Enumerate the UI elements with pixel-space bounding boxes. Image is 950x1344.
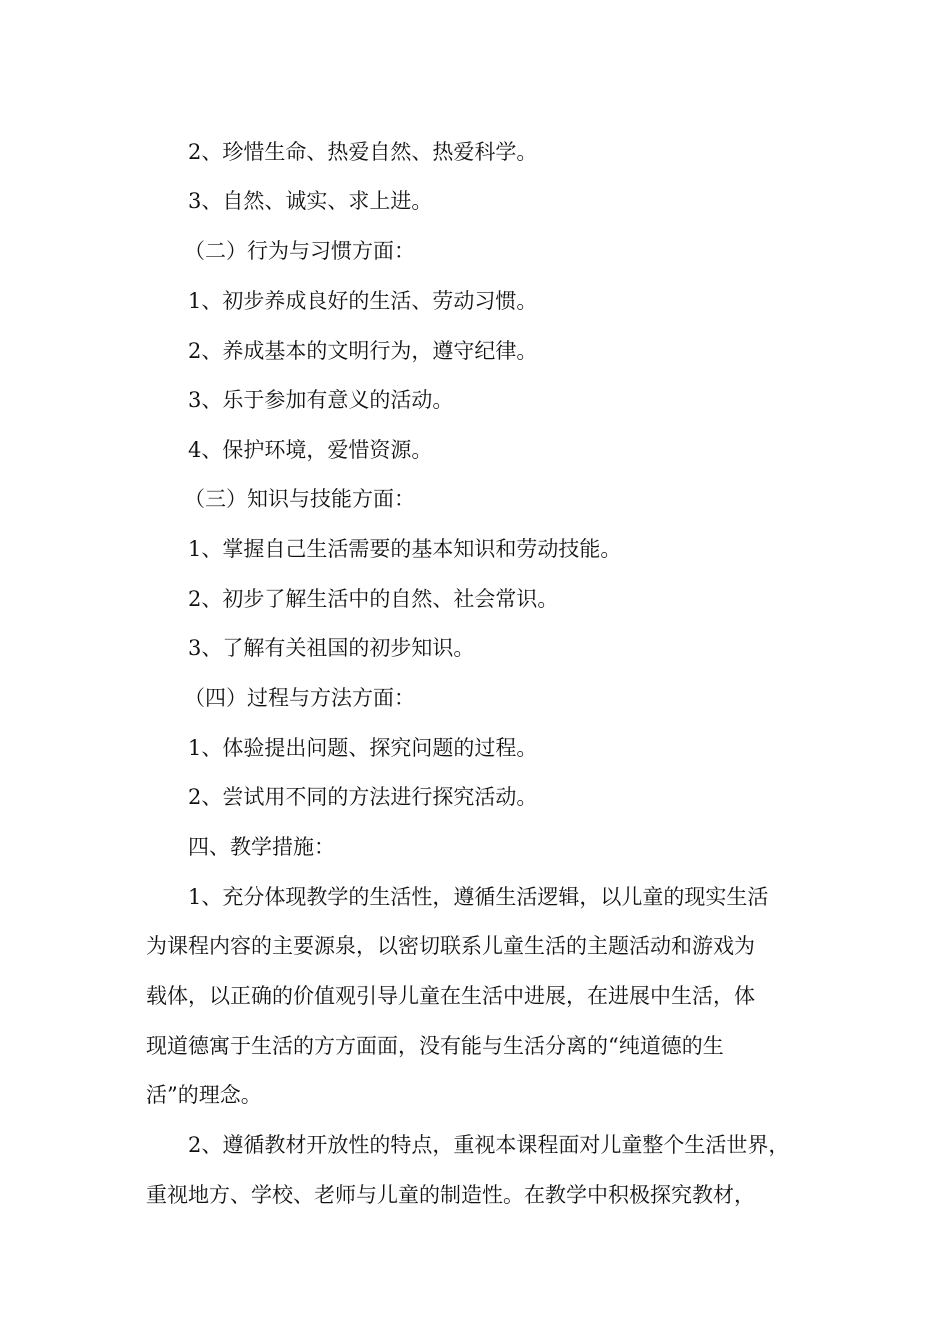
section-heading: （三）知识与技能方面： — [184, 487, 415, 511]
paragraph-line: 1、充分体现教学的生活性，遵循生活逻辑，以儿童的现实生活 — [188, 885, 769, 909]
text-line: 3、自然、诚实、求上进。 — [188, 189, 433, 213]
paragraph-line: 活”的理念。 — [146, 1083, 262, 1107]
text-line: 3、了解有关祖国的初步知识。 — [188, 636, 475, 660]
text-line: 1、初步养成良好的生活、劳动习惯。 — [188, 289, 538, 313]
paragraph-line: 2、遵循教材开放性的特点，重视本课程面对儿童整个生活世界， — [188, 1133, 790, 1157]
paragraph-line: 现道德寓于生活的方方面面，没有能与生活分离的“纯道德的生 — [146, 1034, 724, 1058]
paragraph-line: 为课程内容的主要源泉，以密切联系儿童生活的主题活动和游戏为 — [146, 934, 755, 958]
section-heading: 四、教学措施： — [188, 835, 335, 859]
text-line: 2、初步了解生活中的自然、社会常识。 — [188, 587, 559, 611]
text-line: 2、养成基本的文明行为，遵守纪律。 — [188, 339, 538, 363]
text-line: 4、保护环境，爱惜资源。 — [188, 438, 433, 462]
paragraph-line: 载体，以正确的价值观引导儿童在生活中进展，在进展中生活，体 — [146, 984, 755, 1008]
text-line: 2、珍惜生命、热爱自然、热爱科学。 — [188, 140, 538, 164]
section-heading: （四）过程与方法方面： — [184, 686, 415, 710]
text-line: 3、乐于参加有意义的活动。 — [188, 388, 454, 412]
paragraph-line: 重视地方、学校、老师与儿童的制造性。在教学中积极探究教材， — [146, 1183, 755, 1207]
text-line: 2、尝试用不同的方法进行探究活动。 — [188, 785, 538, 809]
text-line: 1、掌握自己生活需要的基本知识和劳动技能。 — [188, 537, 622, 561]
text-line: 1、体验提出问题、探究问题的过程。 — [188, 736, 538, 760]
section-heading: （二）行为与习惯方面： — [184, 239, 415, 263]
